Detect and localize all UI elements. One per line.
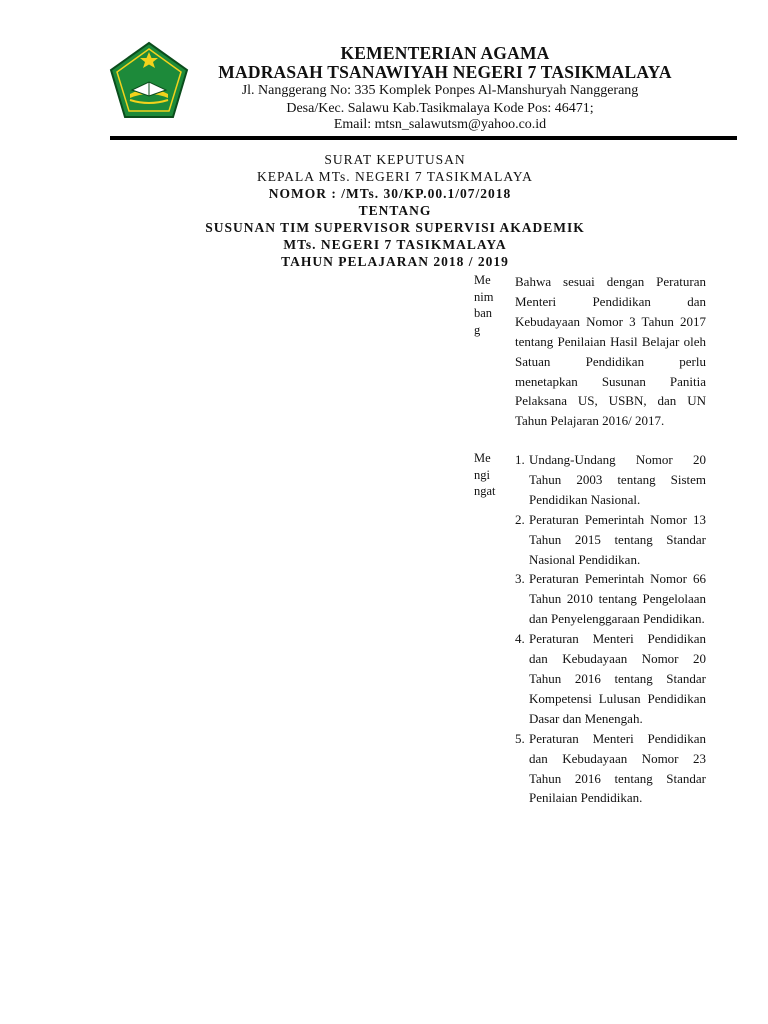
doc-number: NOMOR : /MTs. 30/KP.00.1/07/2018 [268,186,512,201]
list-item: 5. Peraturan Menteri Pendidikan dan Kebudayaan Nomor 23 Tahun 2016 tentang Standar Penilaian Pendidikan. [515,730,706,806]
doc-year: TAHUN PELAJARAN 2018 / 2019 [281,254,509,269]
mengingat-list [515,450,706,808]
list-item: 1. Undang-Undang Nomor 20 Tahun 2003 tentang Sistem Pendidikan Nasional. [515,452,706,507]
list-item: 2. Peraturan Pemerintah Nomor 13 Tahun 2015 tentang Standar Nasional Pendidikan. [515,511,706,567]
list-item: 3. Peraturan Pemerintah Nomor 66 Tahun 2010 tentang Pengelolaan dan Penyelenggaraan Pendidikan. [515,571,706,627]
doc-school: MTs. NEGERI 7 TASIKMALAYA [283,237,507,252]
email-line: Email: mtsn_salawutsm@yahoo.co.id [333,117,547,132]
doc-subject: SUSUNAN TIM SUPERVISOR SUPERVISI AKADEMIK [205,220,585,235]
doc-issuer: KEPALA MTs. NEGERI 7 TASIKMALAYA [257,169,533,184]
list-item: 4. Peraturan Menteri Pendidikan dan Kebudayaan Nomor 20 Tahun 2016 tentang Standar Kompetensi Lulusan Pendidikan Dasar dan Menengah. [515,631,706,726]
mengingat-label: Mengingat [474,451,496,498]
menimbang-label: Menimbang [474,273,494,337]
school-name: MADRASAH TSANAWIYAH NEGERI 7 TASIKMALAYA [218,62,672,82]
menimbang-text: Bahwa sesuai dengan Peraturan Menteri Pendidikan dan Kebudayaan Nomor 3 Tahun 2017 tentang Penilaian Hasil Belajar oleh Satuan Pendidikan perlu menetapkan Susunan Panitia Pelaksana US, USBN, dan UN Tahun Pelajaran 2016/ 2017. [515,274,706,429]
header-divider [110,136,737,140]
doc-subject-label: TENTANG [358,203,432,218]
ministry-name: KEMENTERIAN AGAMA [340,43,550,63]
doc-title: SURAT KEPUTUSAN [324,152,466,167]
address-line-2: Desa/Kec. Salawu Kab.Tasikmalaya Kode Pos: 46471; [286,101,594,116]
address-line-1: Jl. Nanggerang No: 335 Komplek Ponpes Al-Manshuryah Nanggerang [241,83,639,98]
